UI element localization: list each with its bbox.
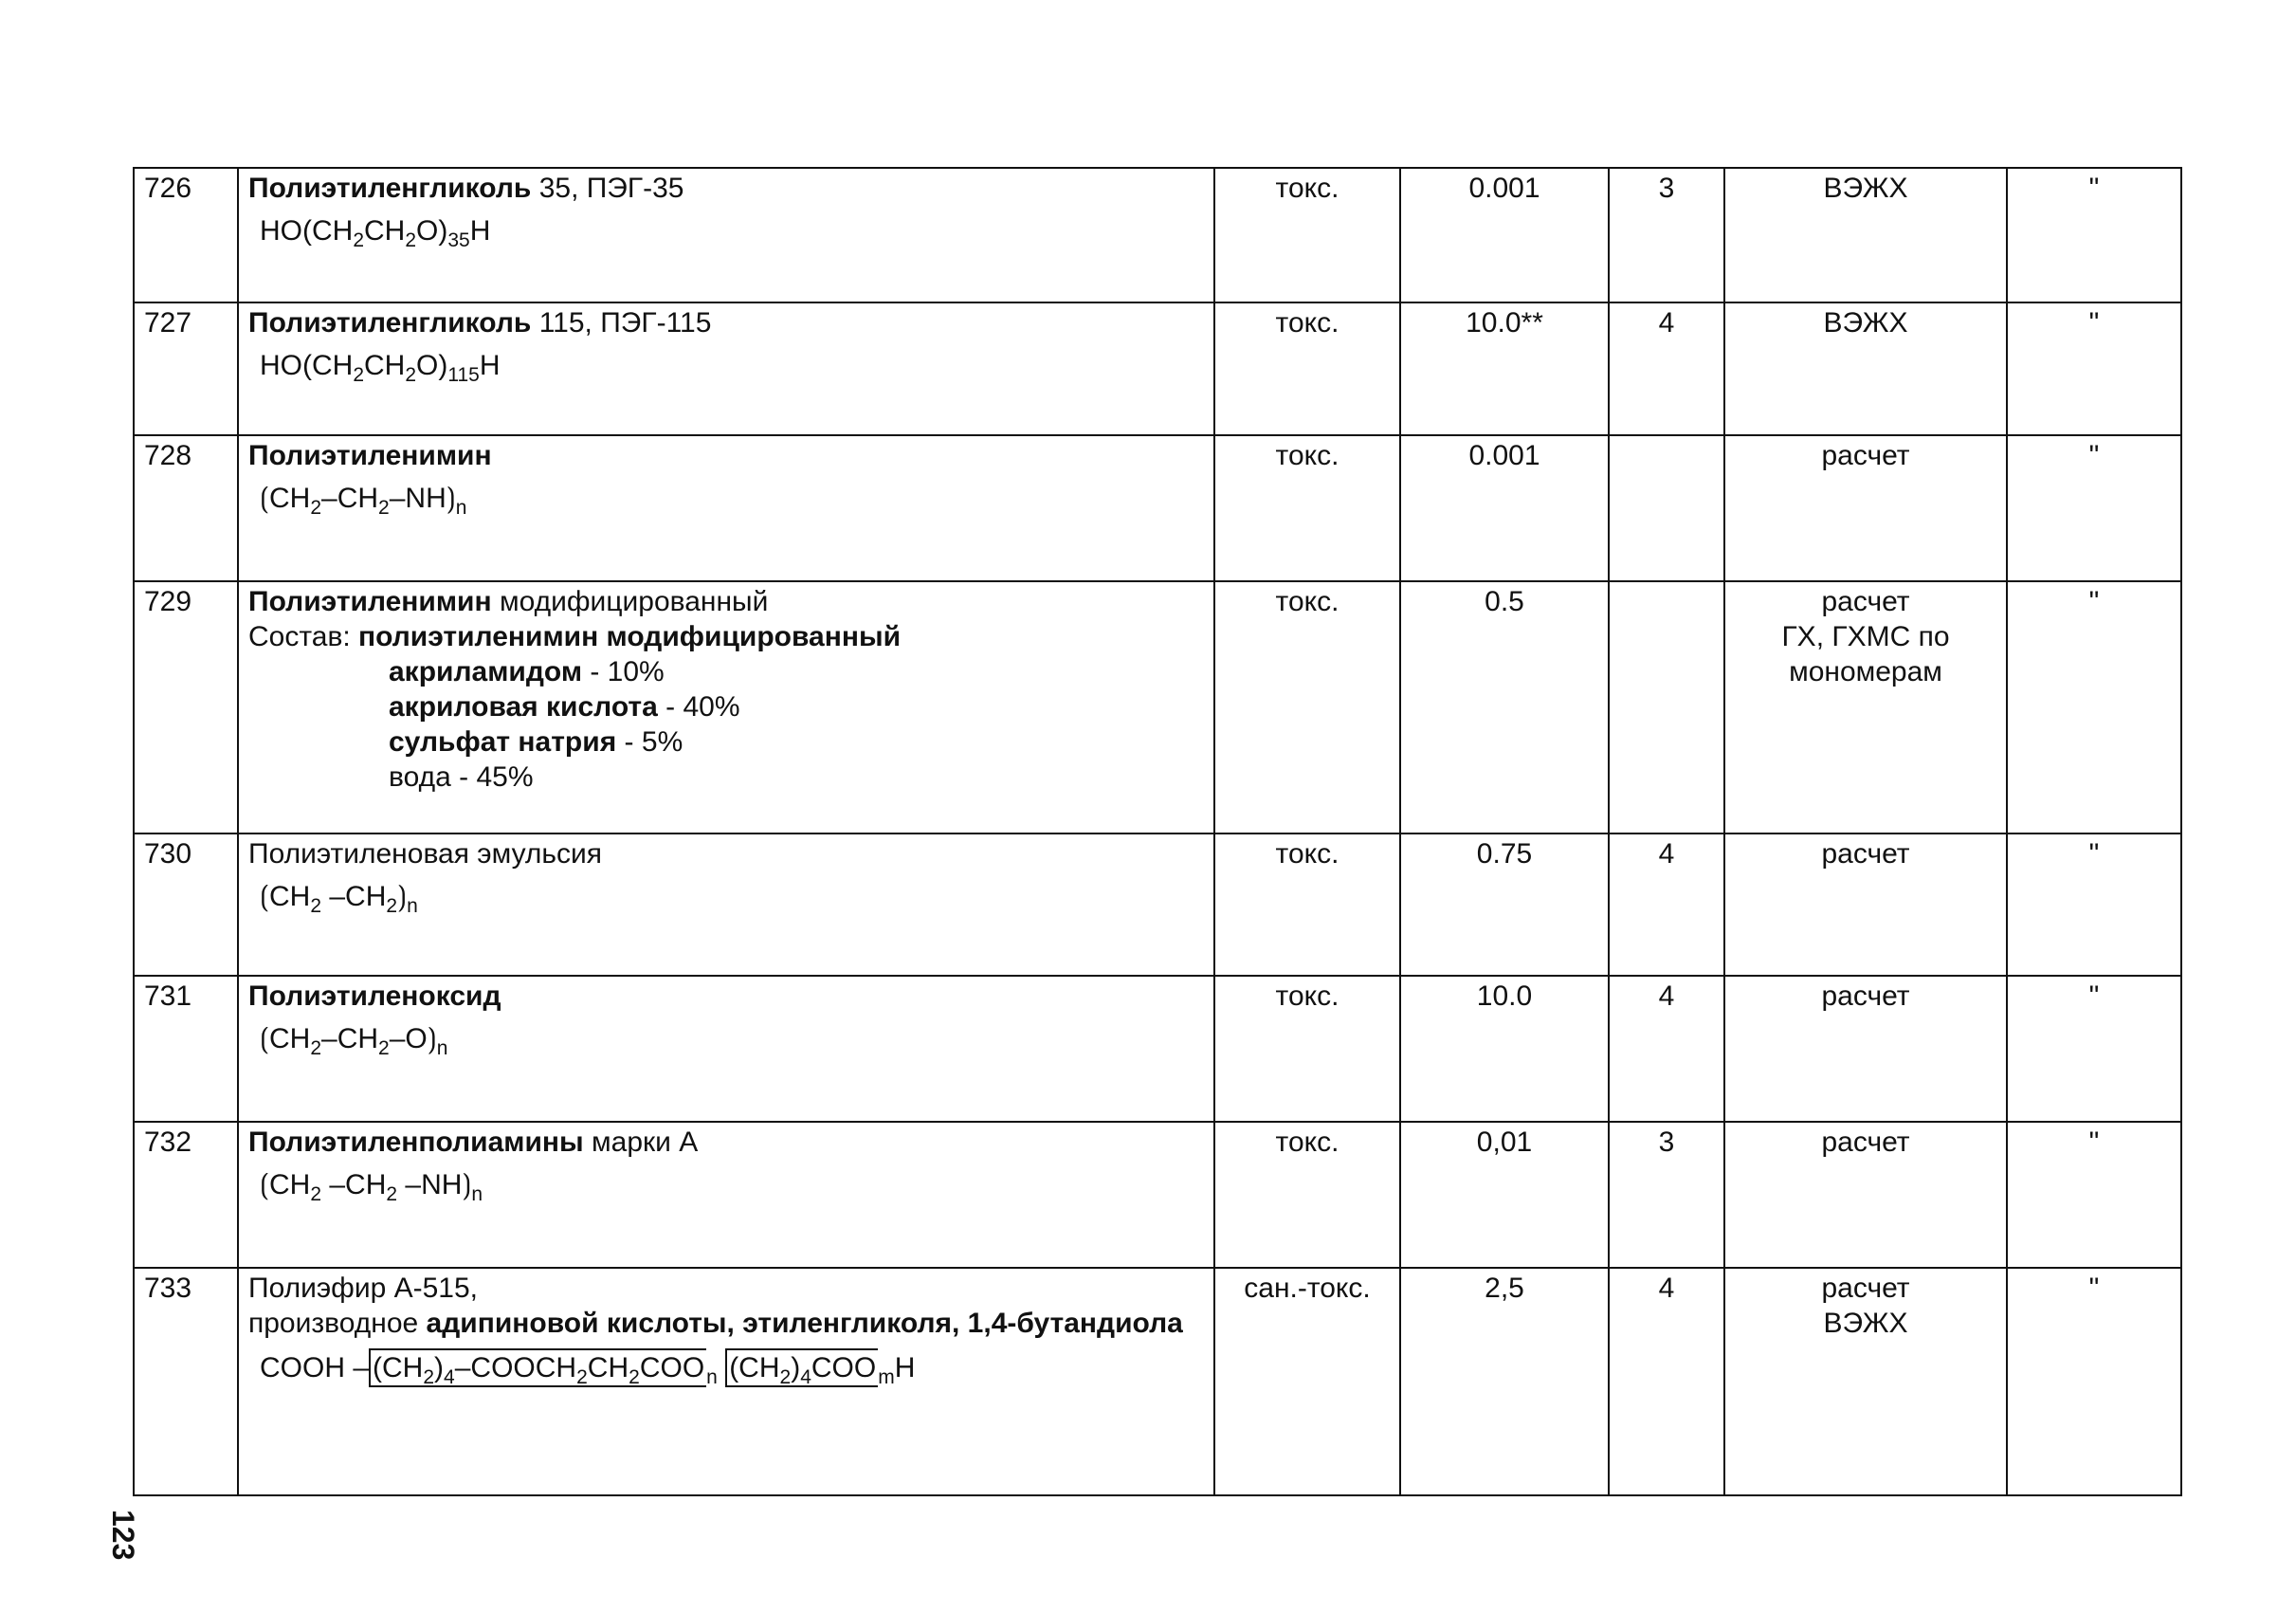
value-cell: 0.5	[1400, 581, 1609, 833]
page-number: 123	[106, 1510, 140, 1561]
note-cell: "	[2007, 168, 2181, 302]
row-number: 732	[134, 1122, 238, 1268]
row-number: 726	[134, 168, 238, 302]
class-cell: 4	[1609, 833, 1724, 976]
chemical-formula: $⟮CH_2-CH_2-NH⟯_n$	[260, 483, 467, 519]
chemical-formula: COOH – $(CH_2)_4-COOCH_2CH_2COO_n$ $(CH_2)_4COO_mH$	[248, 1348, 1204, 1387]
class-cell: 4	[1609, 1268, 1724, 1495]
note-cell: "	[2007, 1122, 2181, 1268]
row-number: 731	[134, 976, 238, 1122]
substance-table	[133, 167, 2182, 1496]
method-cell: ВЭЖХ	[1724, 168, 2007, 302]
substance-cell: Полиэтиленимин $⟮CH_2-CH_2-NH⟯_n$	[238, 435, 1214, 581]
chemical-formula: $HO(CH_2CH_2O)_{115}H$	[260, 350, 501, 386]
class-cell: 3	[1609, 168, 1724, 302]
substance-cell: Полиэтиленоксид $⟮CH_2-CH_2-O⟯_n$	[238, 976, 1214, 1122]
note-cell: "	[2007, 976, 2181, 1122]
method-cell: расчет ГХ, ГХМС по мономерам	[1724, 581, 2007, 833]
table-row	[134, 302, 2181, 435]
note-cell: "	[2007, 581, 2181, 833]
table-row	[134, 976, 2181, 1122]
indicator-cell: токс.	[1214, 581, 1400, 833]
indicator-cell: токс.	[1214, 976, 1400, 1122]
value-cell: 0.001	[1400, 168, 1609, 302]
value-cell: 10.0	[1400, 976, 1609, 1122]
indicator-cell: токс.	[1214, 435, 1400, 581]
method-cell: расчет	[1724, 1122, 2007, 1268]
substance-cell: Полиэтиленовая эмульсия $⟮CH_2$ $-CH_2⟯_n$	[238, 833, 1214, 976]
substance-cell: Полиэтиленполиамины марки А $⟮CH_2$ $-CH_2$ $-NH⟯_n$	[238, 1122, 1214, 1268]
row-number: 728	[134, 435, 238, 581]
note-cell: "	[2007, 435, 2181, 581]
class-cell: 3	[1609, 1122, 1724, 1268]
row-number: 730	[134, 833, 238, 976]
table-row	[134, 435, 2181, 581]
value-cell: 0.75	[1400, 833, 1609, 976]
substance-cell: Полиэтиленгликоль 115, ПЭГ-115 $HO(CH_2CH_2O)_{115}H$	[238, 302, 1214, 435]
substance-cell: Полиэтиленимин модифицированный Состав: полиэтиленимин модифицированный акриламидом - 10% акриловая кислота - 40% сульфат натрия - 5% вода - 45%	[238, 581, 1214, 833]
indicator-cell: токс.	[1214, 302, 1400, 435]
row-number: 729	[134, 581, 238, 833]
value-cell: 2,5	[1400, 1268, 1609, 1495]
table-row	[134, 1122, 2181, 1268]
table-row	[134, 168, 2181, 302]
class-cell: 4	[1609, 302, 1724, 435]
table-row	[134, 581, 2181, 833]
class-cell: 4	[1609, 976, 1724, 1122]
class-cell	[1609, 435, 1724, 581]
chemical-formula: $⟮CH_2-CH_2-O⟯_n$	[260, 1023, 448, 1059]
note-cell: "	[2007, 302, 2181, 435]
method-cell: расчет	[1724, 435, 2007, 581]
value-cell: 0,01	[1400, 1122, 1609, 1268]
row-number: 733	[134, 1268, 238, 1495]
indicator-cell: сан.-токс.	[1214, 1268, 1400, 1495]
chemical-formula: $⟮CH_2$ $-CH_2⟯_n$	[260, 881, 418, 917]
method-cell: расчет	[1724, 976, 2007, 1122]
row-number: 727	[134, 302, 238, 435]
method-cell: расчет	[1724, 833, 2007, 976]
indicator-cell: токс.	[1214, 1122, 1400, 1268]
indicator-cell: токс.	[1214, 833, 1400, 976]
indicator-cell: токс.	[1214, 168, 1400, 302]
substance-cell: Полиэфир А-515, производное адипиновой кислоты, этиленгликоля, 1,4-бутандиола COOH – $(CH_2)_4-COOCH_2CH_2COO_n$ $(CH_2)_4COO_mH$	[238, 1268, 1214, 1495]
method-cell: расчет ВЭЖХ	[1724, 1268, 2007, 1495]
table-row	[134, 833, 2181, 976]
value-cell: 0.001	[1400, 435, 1609, 581]
substance-cell: Полиэтиленгликоль 35, ПЭГ-35 $HO(CH_2CH_2O)_{35}H$	[238, 168, 1214, 302]
note-cell: "	[2007, 1268, 2181, 1495]
method-cell: ВЭЖХ	[1724, 302, 2007, 435]
class-cell	[1609, 581, 1724, 833]
table-row	[134, 1268, 2181, 1495]
chemical-formula: $HO(CH_2CH_2O)_{35}H$	[260, 215, 491, 251]
value-cell: 10.0**	[1400, 302, 1609, 435]
note-cell: "	[2007, 833, 2181, 976]
chemical-formula: $⟮CH_2$ $-CH_2$ $-NH⟯_n$	[260, 1169, 483, 1205]
